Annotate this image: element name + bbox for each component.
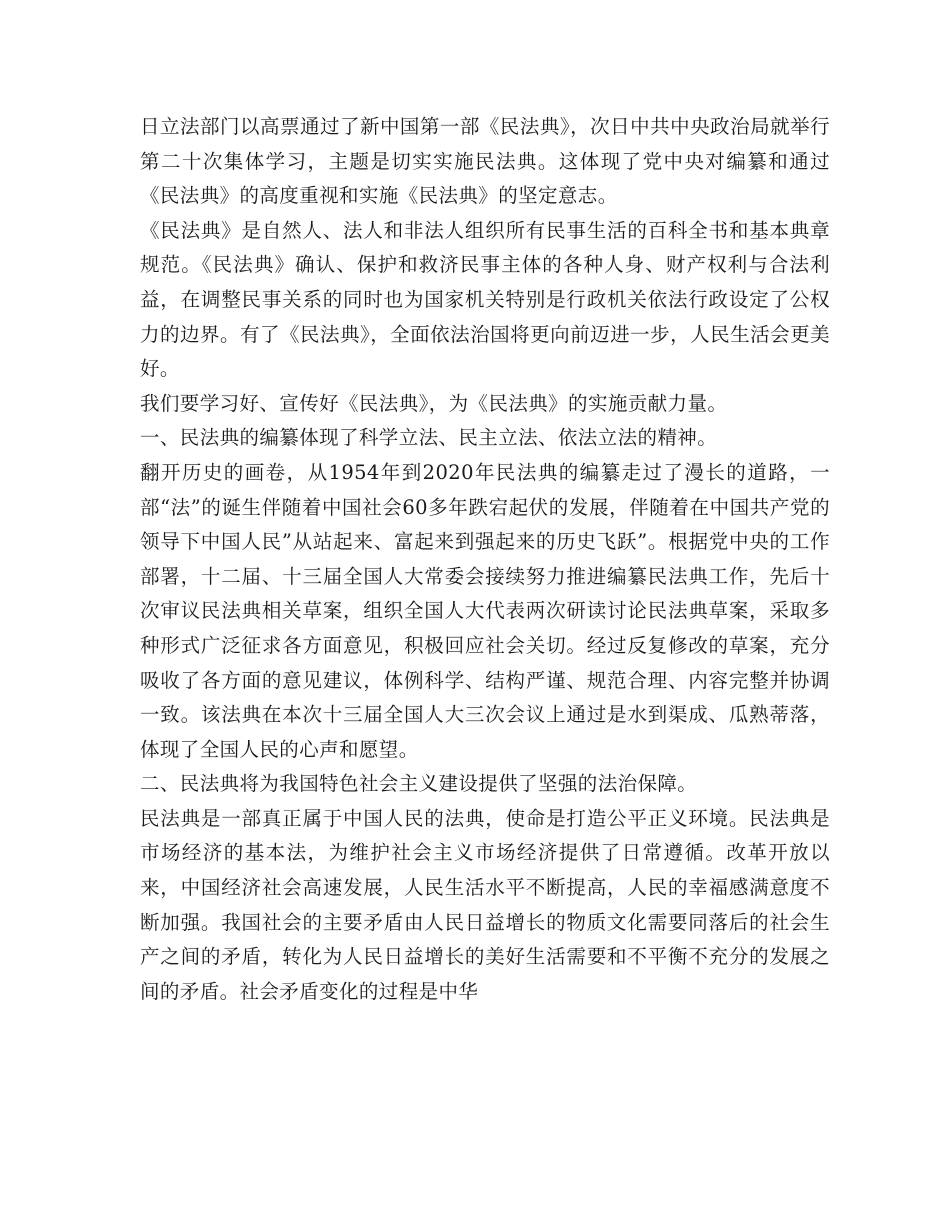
paragraph-history: 翻开历史的画卷，从1954年到2020年民法典的编纂走过了漫长的道路，一部“法”的诞生伴随着中国社会60多年跌宕起伏的发展，伴随着在中国共产党的领导下中国人民”从站起来、富起来到强起来的历史飞跃”。根据党中央的工作部署，十二届、十三届全国人大常委会接续努力推进编纂民法典工作，先后十次审议民法典相关草案，组织全国人大代表两次研读讨论民法典草案，采取多种形式广泛征求各方面意见，积极回应社会关切。经过反复修改的草案，充分吸收了各方面的意见建议，体例科学、结构严谨、规范合理、内容完整并协调一致。该法典在本次十三届全国人大三次会议上通过是水到渠成、瓜熟蒂落，体现了全国人民的心声和愿望。 [140,460,830,761]
paragraph-market-economy: 民法典是一部真正属于中国人民的法典，使命是打造公平正义环境。民法典是市场经济的基本法，为维护社会主义市场经济提供了日常遵循。改革开放以来，中国经济社会高速发展，人民生活水平不断提高，人民的幸福感满意度不断加强。我国社会的主要矛盾由人民日益增长的物质文化需要同落后的社会生产之间的矛盾，转化为人民日益增长的美好生活需要和不平衡不充分的发展之间的矛盾。社会矛盾变化的过程是中华 [140,806,830,1003]
document-body [140,110,830,1009]
section-heading-1: 一、民法典的编纂体现了科学立法、民主立法、依法立法的精神。 [140,426,718,450]
paragraph-intro: 日立法部门以高票通过了新中国第一部《民法典》，次日中共中央政治局就举行第二十次集体学习，主题是切实实施民法典。这体现了党中央对编纂和通过《民法典》的高度重视和实施《民法典》的坚定意志。 [140,115,830,208]
section-heading-2: 二、民法典将为我国特色社会主义建设提供了坚强的法治保障。 [140,772,698,796]
paragraph-civil-code-definition: 《民法典》是自然人、法人和非法人组织所有民事生活的百科全书和基本典章规范。《民法典》确认、保护和救济民事主体的各种人身、财产权利与合法利益，在调整民事关系的同时也为国家机关特别是行政机关依法行政设定了公权力的边界。有了《民法典》，全面依法治国将更向前迈进一步，人民生活会更美好。 [140,218,830,381]
paragraph-call-to-action: 我们要学习好、宣传好《民法典》，为《民法典》的实施贡献力量。 [140,391,728,415]
